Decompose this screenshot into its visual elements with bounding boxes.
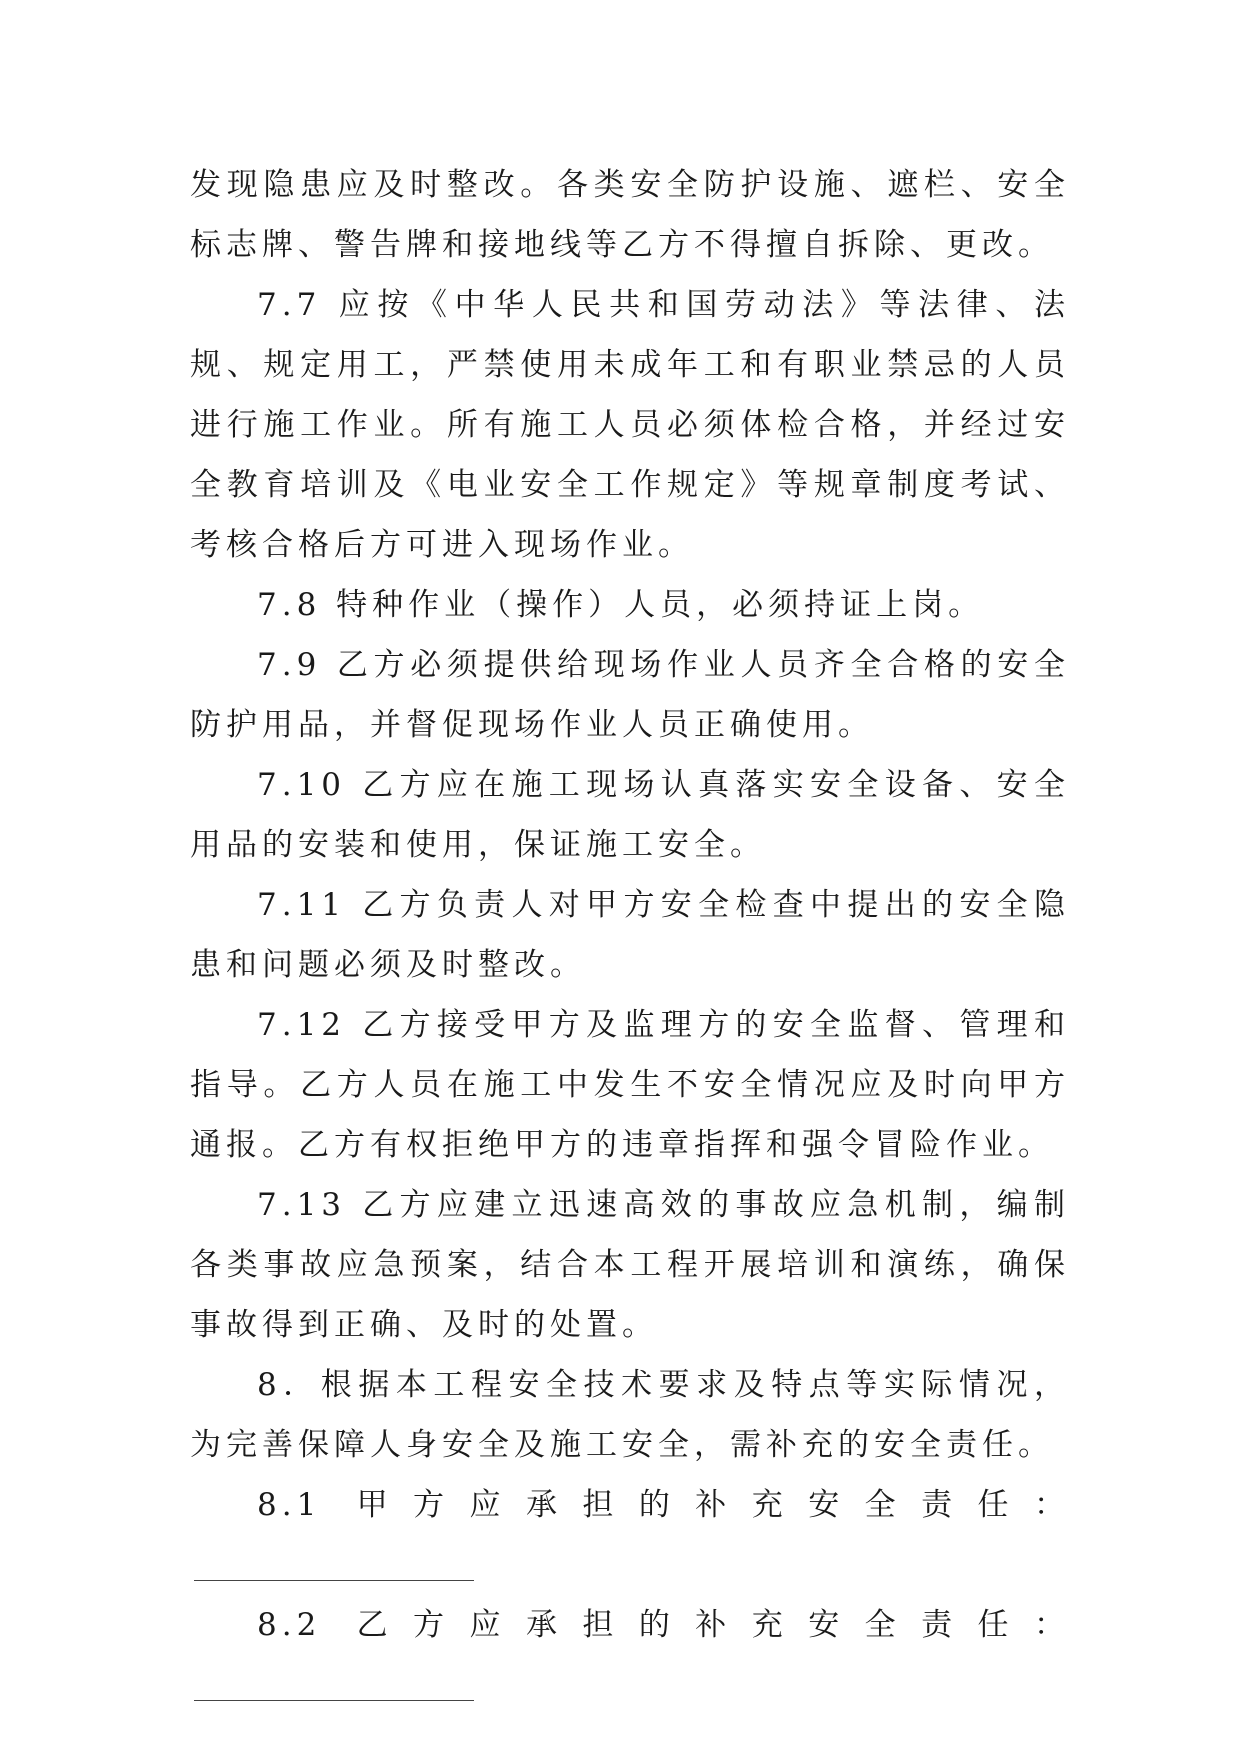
document-page (190, 155, 1070, 1715)
clause-7-7: 7.7 应按《中华人民共和国劳动法》等法律、法规、规定用工，严禁使用未成年工和有职业禁忌的人员进行施工作业。所有施工人员必须体检合格，并经过安全教育培训及《电业安全工作规定》等规章制度考试、考核合格后方可进入现场作业。 (190, 287, 1070, 563)
clause-7-13: 7.13 乙方应建立迅速高效的事故应急机制，编制各类事故应急预案，结合本工程开展培训和演练，确保事故得到正确、及时的处置。 (190, 1187, 1070, 1343)
clause-7-9: 7.9 乙方必须提供给现场作业人员齐全合格的安全防护用品，并督促现场作业人员正确使用。 (190, 647, 1070, 743)
clause-8-2 (190, 1595, 1070, 1715)
clause-8-2-blank-line (194, 1666, 474, 1701)
paragraph-continuation: 发现隐患应及时整改。各类安全防护设施、遮栏、安全标志牌、警告牌和接地线等乙方不得擅自拆除、更改。 (190, 167, 1070, 263)
clause-8-1 (190, 1475, 1070, 1595)
clause-8-1-blank-line (194, 1546, 474, 1581)
clause-7-12: 7.12 乙方接受甲方及监理方的安全监督、管理和指导。乙方人员在施工中发生不安全情况应及时向甲方通报。乙方有权拒绝甲方的违章指挥和强令冒险作业。 (190, 1007, 1070, 1163)
clause-8-1-label: 8.1 甲方应承担的补充安全责任： (257, 1487, 1070, 1523)
clause-7-11: 7.11 乙方负责人对甲方安全检查中提出的安全隐患和问题必须及时整改。 (190, 887, 1070, 983)
clause-7-10: 7.10 乙方应在施工现场认真落实安全设备、安全用品的安装和使用，保证施工安全。 (190, 767, 1070, 863)
clause-8-2-label: 8.2 乙方应承担的补充安全责任： (257, 1607, 1070, 1643)
clause-8: 8．根据本工程安全技术要求及特点等实际情况，为完善保障人身安全及施工安全，需补充的安全责任。 (190, 1367, 1070, 1463)
clause-7-8: 7.8 特种作业（操作）人员，必须持证上岗。 (257, 587, 985, 623)
